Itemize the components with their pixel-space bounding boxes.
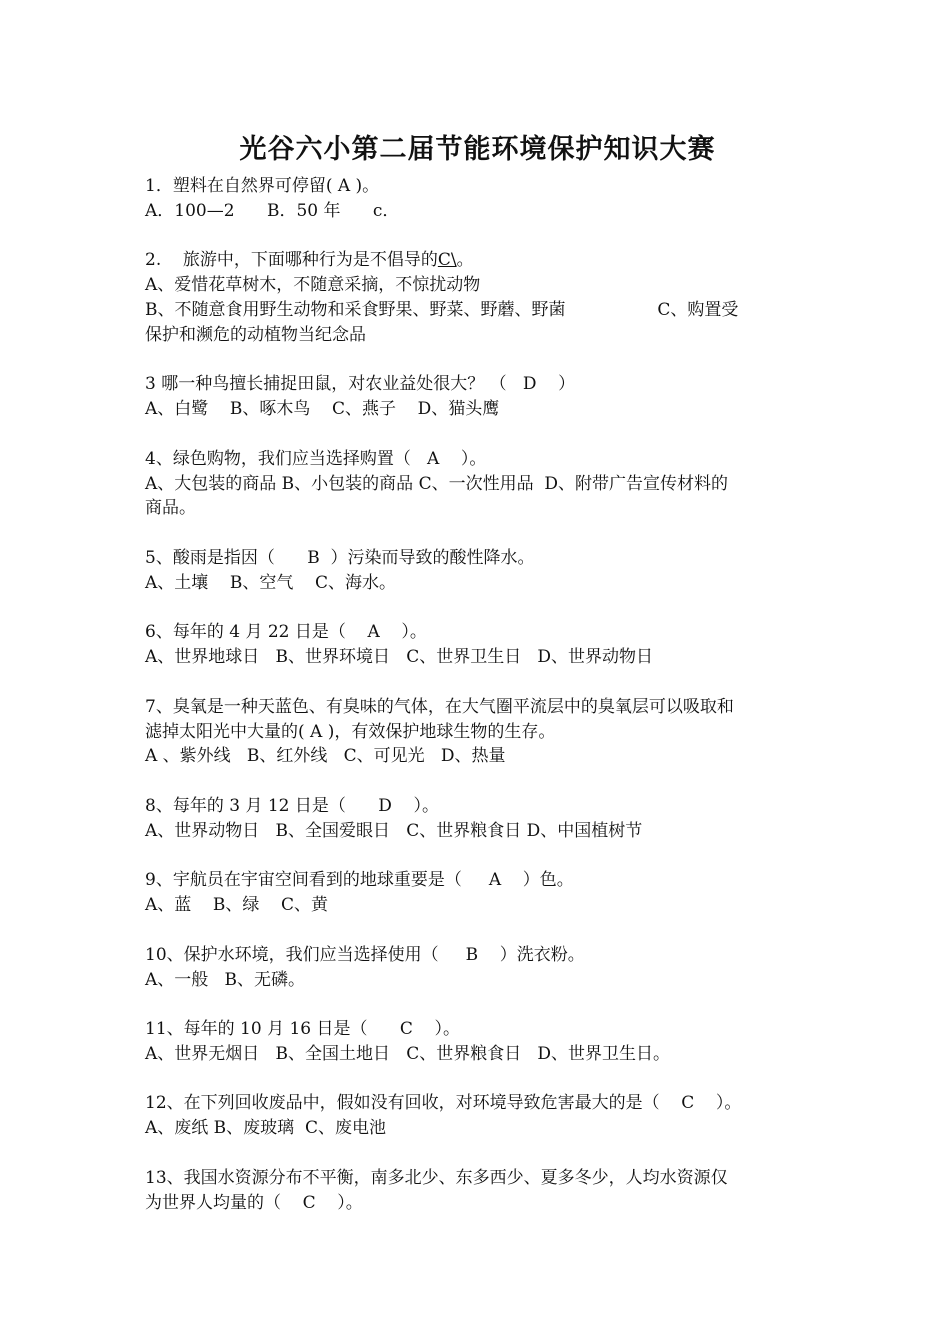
spacer xyxy=(145,844,810,869)
question-13: 13、我国水资源分布不平衡，南多北少、东多西少、夏多冬少，人均水资源仅 xyxy=(145,1167,728,1188)
spacer xyxy=(145,1141,810,1166)
spacer xyxy=(145,670,810,695)
question-12: 12、在下列回收废品中，假如没有回收，对环境导致危害最大的是（ C ）。 xyxy=(145,1093,742,1114)
spacer xyxy=(145,596,810,621)
spacer xyxy=(145,521,810,546)
spacer xyxy=(145,348,810,373)
question-3: 3 哪一种鸟擅长捕捉田鼠，对农业益处很大？ （ D ） xyxy=(145,374,576,395)
question-9: 9、宇航员在宇宙空间看到的地球重要是（ A ）色。 xyxy=(145,870,574,891)
spacer xyxy=(145,992,810,1017)
question-4: 4、绿色购物，我们应当选择购置（ A ）。 xyxy=(145,448,487,469)
question-4-options-cont: 商品。 xyxy=(145,498,196,519)
spacer xyxy=(145,422,810,447)
spacer xyxy=(145,918,810,943)
question-6: 6、每年的 4 月 22 日是（ A ）。 xyxy=(145,622,427,643)
question-8: 8、每年的 3 月 12 日是（ D ）。 xyxy=(145,795,440,816)
question-2-option-a: A、爱惜花草树木，不随意采摘，不惊扰动物 xyxy=(145,275,481,296)
spacer xyxy=(145,1067,810,1092)
question-2-prefix: 2. 旅游中，下面哪种行为是不倡导的 xyxy=(145,250,438,271)
question-13-cont: 为世界人均量的（ C ）。 xyxy=(145,1192,363,1213)
question-3-options: A、白鹭 B、啄木鸟 C、燕子 D、猫头鹰 xyxy=(145,399,500,420)
question-11-options: A、世界无烟日 B、全国土地日 C、世界粮食日 D、世界卫生日。 xyxy=(145,1043,671,1064)
question-5: 5、酸雨是指因（ B ）污染而导致的酸性降水。 xyxy=(145,547,535,568)
spacer xyxy=(145,769,810,794)
question-10-options: A、一般 B、无磷。 xyxy=(145,969,305,990)
question-8-options: A、世界动物日 B、全国爱眼日 C、世界粮食日 D、中国植树节 xyxy=(145,820,643,841)
question-4-options: A、大包装的商品 B、小包装的商品 C、一次性用品 D、附带广告宣传材料的 xyxy=(145,473,729,494)
question-11: 11、每年的 10 月 16 日是（ C ）。 xyxy=(145,1019,461,1040)
question-2-answer: C\ xyxy=(437,250,457,271)
document-page xyxy=(145,128,810,1215)
question-7-cont: 滤掉太阳光中大量的( A )，有效保护地球生物的生存。 xyxy=(145,721,556,742)
question-2-option-b: B、不随意食用野生动物和采食野果、野菜、野蘑、野菌 C、购置受 xyxy=(145,299,739,320)
question-7-options: A 、紫外线 B、红外线 C、可见光 D、热量 xyxy=(145,746,506,767)
question-7: 7、臭氧是一种天蓝色、有臭味的气体，在大气圈平流层中的臭氧层可以吸取和 xyxy=(145,696,734,717)
question-1-options: A．100—2 B．50 年 c． xyxy=(145,200,400,221)
question-12-options: A、废纸 B、废玻璃 C、废电池 xyxy=(145,1118,386,1139)
question-9-options: A、蓝 B、绿 C、黄 xyxy=(145,895,329,916)
question-2-option-b-cont: 保护和濒危的动植物当纪念品 xyxy=(145,324,366,345)
question-2 xyxy=(145,248,810,273)
question-1: 1．塑料在自然界可停留( A )。 xyxy=(145,176,380,196)
question-6-options: A、世界地球日 B、世界环境日 C、世界卫生日 D、世界动物日 xyxy=(145,647,654,668)
question-2-suffix: 。 xyxy=(456,250,474,271)
document-title: 光谷六小第二届节能环境保护知识大赛 xyxy=(239,134,716,165)
question-10: 10、保护水环境，我们应当选择使用（ B ）洗衣粉。 xyxy=(145,944,585,965)
question-5-options: A、土壤 B、空气 C、海水。 xyxy=(145,572,397,593)
spacer xyxy=(145,224,810,249)
